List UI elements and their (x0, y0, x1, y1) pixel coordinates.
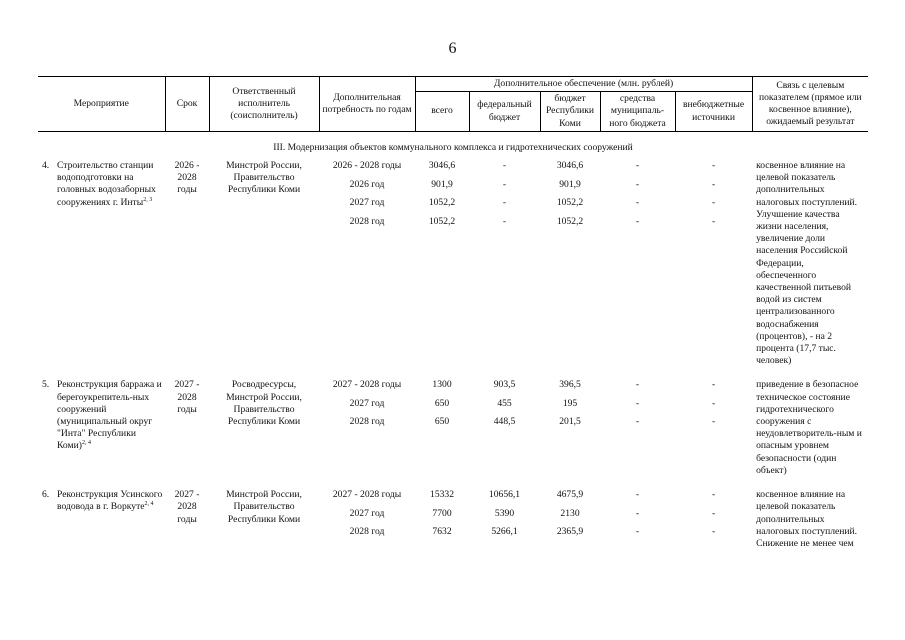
funding-total: 901,9 (431, 178, 453, 190)
executor: Минстрой России, Правительство Республики Коми (226, 489, 302, 525)
executor: Минстрой России, Правительство Республики Коми (226, 160, 302, 196)
measure-text: Реконструкция Усинского водовода в г. Воркуте (57, 489, 163, 513)
funding-total: 650 (434, 397, 450, 409)
funding-offbudget: - (711, 507, 716, 519)
term: 2027 - 2028 годы (174, 489, 200, 525)
header-link: Связь с целевым показателем (прямое или косвенное влияние), ожидаемый результат (752, 77, 868, 132)
header-funding-group: Дополнительное обеспечение (млн. рублей) (415, 77, 752, 92)
measure-name (55, 379, 165, 477)
funding-period: 2027 год (349, 197, 385, 209)
page-number: 6 (448, 40, 457, 57)
funding-year-row (319, 179, 752, 198)
funding-year-row (319, 489, 752, 508)
row-number: 6. (42, 489, 50, 501)
funding-municipal: - (635, 507, 640, 519)
funding-komi: 201,5 (559, 416, 581, 428)
header-term: Срок (165, 77, 209, 132)
funding-municipal: - (635, 215, 640, 227)
funding-komi: 195 (562, 397, 578, 409)
header-komi: бюджет Республики Коми (540, 92, 600, 132)
funding-municipal: - (635, 416, 640, 428)
table-row (38, 160, 868, 367)
funding-komi: 901,9 (559, 178, 581, 190)
funding-komi: 1052,2 (556, 215, 584, 227)
funding-offbudget: - (711, 197, 716, 209)
funding-period: 2026 - 2028 годы (332, 160, 402, 172)
funding-komi: 2365,9 (556, 526, 584, 538)
measures-table (38, 76, 868, 550)
funding-offbudget: - (711, 416, 716, 428)
measure-footnote: 2, 4 (81, 440, 91, 447)
funding-year-row (319, 160, 752, 179)
row-spacer-cell (38, 477, 868, 489)
funding-period: 2027 год (349, 507, 385, 519)
funding-total: 3046,6 (428, 160, 456, 172)
funding-period: 2028 год (349, 526, 385, 538)
funding-municipal: - (635, 397, 640, 409)
funding-federal: 10656,1 (488, 489, 521, 501)
header-need: Дополнительная потребность по годам (319, 77, 415, 132)
funding-offbudget: - (711, 379, 716, 391)
section-title: III. Модернизация объектов коммунального комплекса и гидротехнических сооружений (273, 141, 633, 153)
funding-offbudget: - (711, 160, 716, 172)
measure-footnote: 2, 3 (143, 196, 153, 203)
funding-federal: 448,5 (493, 416, 516, 428)
term: 2026 - 2028 годы (174, 160, 200, 196)
funding-block (319, 379, 752, 477)
funding-federal: - (502, 160, 507, 172)
header-federal: федеральный бюджет (469, 92, 540, 132)
row-number: 4. (42, 160, 50, 172)
row-spacer-cell (38, 367, 868, 379)
row-number: 5. (42, 379, 50, 391)
funding-period: 2026 год (349, 178, 385, 190)
expected-result: косвенное влияние на целевой показатель дополнительных налоговых поступлений. Снижение не менее чем (756, 489, 858, 549)
funding-period: 2027 - 2028 годы (332, 489, 402, 501)
table-row (38, 489, 868, 550)
funding-federal: 5266,1 (491, 526, 518, 538)
funding-municipal: - (635, 160, 640, 172)
funding-year-row (319, 216, 752, 235)
term: 2027 - 2028 годы (174, 379, 200, 415)
funding-komi: 3046,6 (556, 160, 584, 172)
funding-period: 2028 год (349, 215, 385, 227)
funding-year-row (319, 526, 752, 545)
funding-total: 7700 (432, 507, 452, 519)
header-executor: Ответственный исполнитель (соисполнитель) (209, 77, 319, 132)
header-measure: Мероприятие (38, 77, 165, 132)
row-spacer (38, 367, 868, 379)
funding-years-table (319, 489, 752, 545)
funding-year-row (319, 416, 752, 435)
funding-municipal: - (635, 379, 640, 391)
funding-year-row (319, 398, 752, 417)
funding-federal: - (502, 215, 507, 227)
funding-komi: 396,5 (559, 379, 581, 391)
header-municipal: средства муниципаль-ного бюджета (600, 92, 675, 132)
funding-total: 1300 (432, 379, 452, 391)
measure-name (55, 160, 165, 367)
funding-offbudget: - (711, 215, 716, 227)
expected-result: косвенное влияние на целевой показатель дополнительных налоговых поступлений. Улучшение качества жизни населения, увеличение доли населения Российской Федерации, обеспеченного качественной питьевой водой из систем централизованного водоснабжения (процентов), - на 2 процента (17,7 тыс. человек) (756, 160, 858, 367)
funding-period: 2027 - 2028 годы (332, 379, 402, 391)
funding-federal: 455 (497, 397, 512, 409)
funding-federal: 5390 (494, 507, 515, 519)
funding-federal: - (502, 197, 507, 209)
funding-period: 2027 год (349, 397, 385, 409)
funding-offbudget: - (711, 489, 716, 501)
row-spacer (38, 477, 868, 489)
funding-offbudget: - (711, 178, 716, 190)
funding-municipal: - (635, 489, 640, 501)
executor: Росводресурсы, Минстрой России, Правительство Республики Коми (226, 379, 302, 428)
funding-block (319, 489, 752, 550)
funding-municipal: - (635, 526, 640, 538)
funding-period: 2028 год (349, 416, 385, 428)
header-total: всего (415, 92, 469, 132)
funding-offbudget: - (711, 397, 716, 409)
measure-text: Реконструкция барража и берегоукрепитель-ных сооружений (муниципальный округ "Инта" Республики Коми) (57, 379, 162, 452)
funding-total: 650 (434, 416, 450, 428)
funding-komi: 4675,9 (556, 489, 584, 501)
header-offbudget: внебюджетные источники (675, 92, 752, 132)
measure-footnote: 2, 4 (144, 501, 154, 508)
funding-municipal: - (635, 178, 640, 190)
funding-year-row (319, 197, 752, 216)
measure-text: Строительство станции водоподготовки на головных водозаборных сооружениях г. Инты (57, 160, 156, 208)
funding-municipal: - (635, 197, 640, 209)
funding-total: 7632 (432, 526, 452, 538)
funding-years-table (319, 379, 752, 435)
funding-block (319, 160, 752, 367)
funding-federal: 903,5 (493, 379, 516, 391)
funding-years-table (319, 160, 752, 234)
funding-year-row (319, 379, 752, 398)
funding-year-row (319, 508, 752, 527)
funding-offbudget: - (711, 526, 716, 538)
measure-name (55, 489, 165, 550)
expected-result: приведение в безопасное техническое состояние гидротехнического сооружения с неудовлетворитель-ным и опасным уровнем безопасности (один объект) (756, 379, 862, 476)
funding-total: 1052,2 (428, 197, 456, 209)
funding-federal: - (502, 178, 507, 190)
funding-komi: 1052,2 (556, 197, 584, 209)
funding-total: 1052,2 (428, 215, 456, 227)
funding-total: 15332 (430, 489, 454, 501)
funding-komi: 2130 (560, 507, 580, 519)
table-row (38, 379, 868, 477)
